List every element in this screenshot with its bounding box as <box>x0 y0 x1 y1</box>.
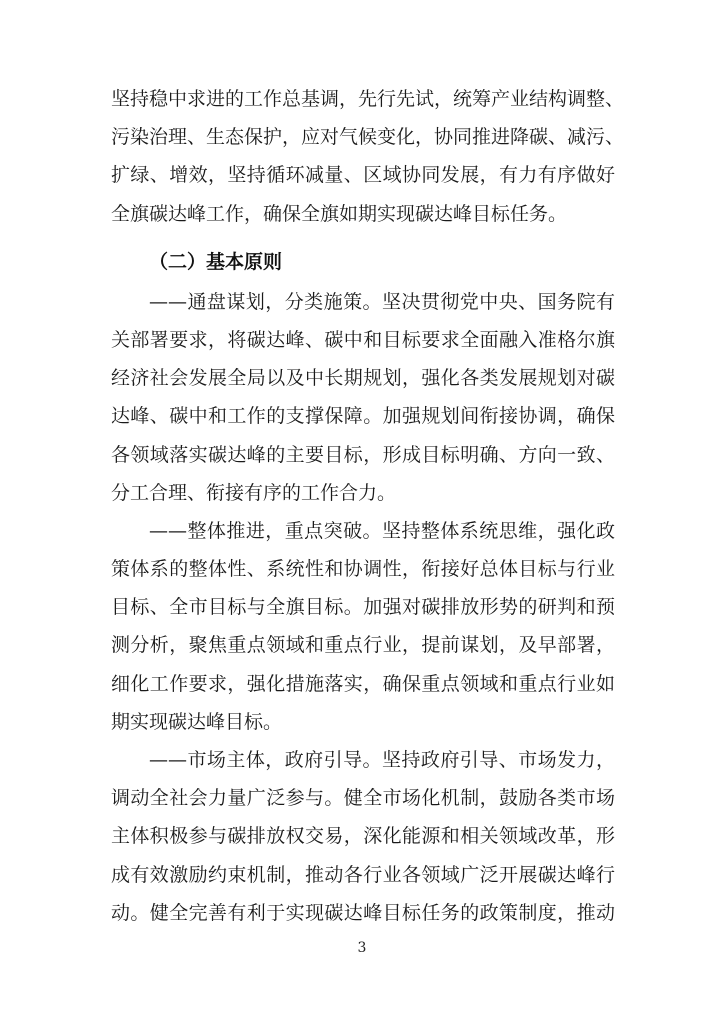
principle-paragraph-3 <box>111 741 615 932</box>
text-line: 目标、全市目标与全旗目标。加强对碳排放形势的研判和预 <box>111 596 615 619</box>
text-line: 主体积极参与碳排放权交易，深化能源和相关领域改革，形 <box>111 825 615 848</box>
text-line: ——通盘谋划，分类施策。坚决贯彻党中央、国务院有 <box>149 290 615 313</box>
text-line: 成有效激励约束机制，推动各行业各领域广泛开展碳达峰行 <box>111 863 615 886</box>
text-line: 达峰、碳中和工作的支撑保障。加强规划间衔接协调，确保 <box>111 405 615 428</box>
text-line: 动。健全完善有利于实现碳达峰目标任务的政策制度，推动 <box>111 901 615 924</box>
text-line: 策体系的整体性、系统性和协调性，衔接好总体目标与行业 <box>111 558 615 581</box>
body-text <box>111 80 625 932</box>
text-line: 关部署要求，将碳达峰、碳中和目标要求全面融入准格尔旗 <box>111 328 615 351</box>
text-line: 期实现碳达峰目标。 <box>111 710 283 733</box>
text-line: 测分析，聚焦重点领域和重点行业，提前谋划，及早部署， <box>111 634 615 657</box>
text-line: 污染治理、生态保护，应对气候变化，协同推进降碳、减污、 <box>111 126 625 149</box>
text-line: 扩绿、增效，坚持循环减量、区域协同发展，有力有序做好 <box>111 164 615 187</box>
text-line: ——整体推进，重点突破。坚持整体系统思维，强化政 <box>149 519 615 542</box>
text-line: 全旗碳达峰工作，确保全旗如期实现碳达峰目标任务。 <box>111 202 568 225</box>
section-heading: （二）基本原则 <box>149 250 283 273</box>
text-line: ——市场主体，政府引导。坚持政府引导、市场发力， <box>149 749 615 771</box>
page-number: 3 <box>357 940 367 956</box>
text-line: 各领域落实碳达峰的主要目标，形成目标明确、方向一致、 <box>111 443 615 466</box>
text-line: 分工合理、衔接有序的工作合力。 <box>111 481 397 504</box>
text-line: 经济社会发展全局以及中长期规划，强化各类发展规划对碳 <box>111 367 615 390</box>
text-line: 坚持稳中求进的工作总基调，先行先试，统筹产业结构调整、 <box>111 88 625 110</box>
text-line: 调动全社会力量广泛参与。健全市场化机制，鼓励各类市场 <box>111 787 615 810</box>
principle-paragraph-1 <box>111 283 615 512</box>
principle-paragraph-2 <box>111 512 615 741</box>
text-line: 细化工作要求，强化措施落实，确保重点领域和重点行业如 <box>111 672 615 695</box>
intro-paragraph <box>111 80 625 233</box>
